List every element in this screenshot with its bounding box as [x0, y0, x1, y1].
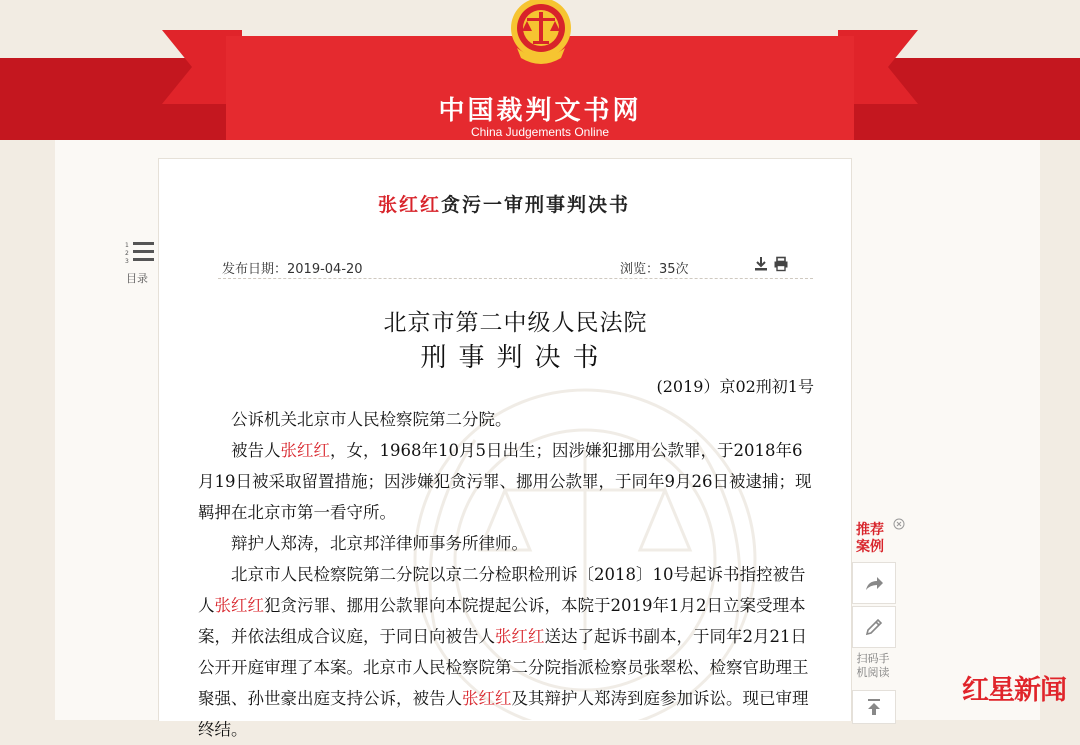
paragraph-prosecutor: 公诉机关北京市人民检察院第二分院。 [231, 410, 512, 429]
title-defendant-name: 张红红 [377, 194, 441, 216]
scan-qr-label[interactable]: 扫码手机阅读 [856, 652, 890, 679]
arrow-up-icon [865, 698, 883, 716]
paragraph-defender: 辩护人郑涛，北京邦洋律师事务所律师。 [231, 534, 528, 553]
svg-text:1: 1 [125, 242, 129, 249]
share-button[interactable] [852, 562, 896, 604]
text-segment: 被告人 [231, 441, 281, 460]
case-number: (2019）京02刑初1号 [656, 377, 814, 396]
title-text: 贪污一审刑事判决书 [441, 194, 631, 216]
svg-text:2: 2 [125, 250, 129, 257]
toc-label: 目录 [126, 272, 148, 285]
list-icon [124, 240, 156, 268]
pencil-icon [864, 617, 884, 637]
site-title[interactable]: 中国裁判文书网 [438, 96, 642, 126]
paragraph-defendant [198, 435, 814, 528]
brand-logo: 红星新闻 [962, 675, 1066, 706]
publish-date-value: 2019-04-20 [287, 262, 363, 277]
text-segment: 及其辩护人郑涛到庭参加诉讼。现已审理终结。 [198, 689, 809, 739]
site-subtitle: China Judgements Online [470, 125, 610, 139]
print-icon[interactable] [773, 256, 789, 272]
close-icon[interactable] [893, 518, 905, 530]
document-title [160, 190, 848, 217]
document-type: 刑事判决书 [420, 343, 611, 373]
view-count-value: 35次 [659, 262, 689, 277]
view-count-label: 浏览： [620, 262, 660, 277]
court-emblem-icon[interactable] [507, 0, 575, 66]
text-segment: 犯贪污罪、挪用公款罪向本院提起公诉，本院于2019年1月2日立案受理本案，并依法组成合议庭，于同日向被告人 [198, 596, 806, 646]
meta-divider [218, 278, 813, 279]
document-body [198, 404, 814, 745]
publish-date [222, 258, 363, 277]
view-count [620, 258, 689, 277]
defendant-name: 张红红 [495, 627, 545, 646]
court-name: 北京市第二中级人民法院 [383, 310, 648, 336]
svg-text:3: 3 [125, 258, 129, 265]
text-segment: 送达了起诉书副本，于同年2月21日公开开庭审理了本案。北京市人民检察院第二分院指派检察员张翠松、检察官助理王聚强、孙世豪出庭支持公诉，被告人 [198, 627, 809, 708]
edit-button[interactable] [852, 606, 896, 648]
defendant-name: 张红红 [462, 689, 512, 708]
recommended-cases-link[interactable]: 推荐案例 [856, 522, 884, 555]
defendant-name: 张红红 [214, 596, 264, 615]
text-segment: ，女，1968年10月5日出生；因涉嫌犯挪用公款罪，于2018年6月19日被采取留置措施；因涉嫌犯贪污罪、挪用公款罪，于同年9月26日被逮捕；现羁押在北京市第一看守所。 [198, 441, 812, 522]
publish-date-label: 发布日期： [222, 262, 288, 277]
back-to-top-button[interactable] [852, 690, 896, 724]
share-icon [864, 574, 884, 592]
defendant-name: 张红红 [280, 441, 330, 460]
text-segment: 北京市人民检察院第二分院以京二分检职检刑诉〔2018〕10号起诉书指控被告人 [198, 565, 806, 615]
download-icon[interactable] [753, 256, 769, 272]
paragraph-proceedings [198, 559, 814, 745]
